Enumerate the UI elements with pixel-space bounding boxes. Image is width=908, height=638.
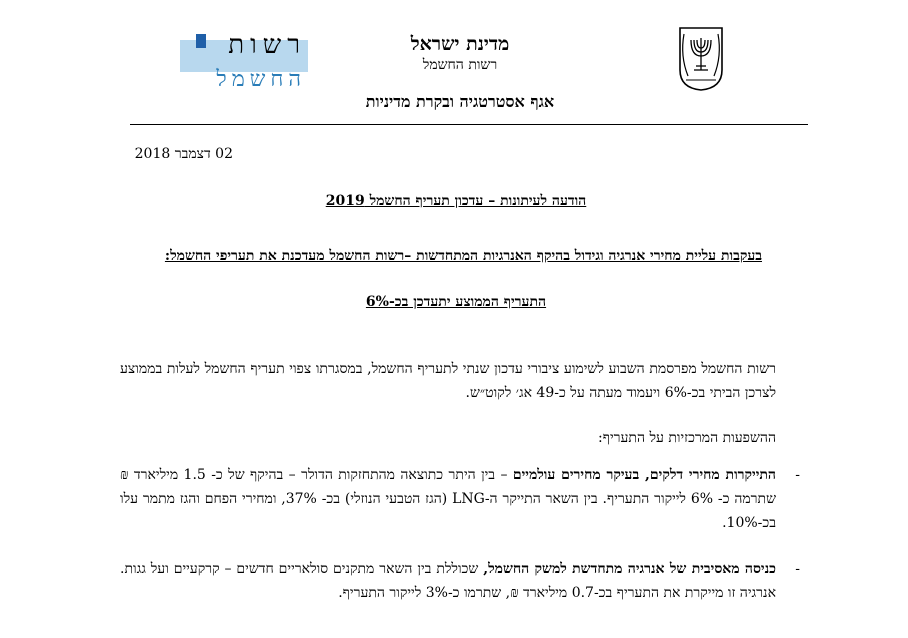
- bullet-body: – בין היתר כתוצאה מהתחזקות הדולר – בהיקף של כ- 1.5 מיליארד ₪ שתרמה כ- 6% לייקור התעריף. בין השאר התייקר ה-LNG (הגז הטבעי הנוזלי) בכ- 37%, ומחירי הפחם והגז מתמר עלו בכ-10%.: [120, 467, 776, 531]
- state-title: מדינת ישראל: [410, 33, 510, 55]
- bullet-bold-lead: התייקרות מחירי דלקים, בעיקר מחירים עולמיים: [512, 467, 776, 483]
- department-title: אגף אסטרטגיה ובקרת מדיניות: [365, 92, 555, 111]
- press-release-title: הודעה לעיתונות – עדכון תעריף החשמל 2019: [325, 193, 587, 209]
- header-divider: [130, 124, 808, 125]
- intro-paragraph: רשות החשמל מפרסמת השבוע לשימוע ציבורי עדכון שנתי לתעריף החשמל, במסגרתו צפוי תעריף החשמל לעלות בממוצע לצרכן הביתי בכ-6% ויעמוד מעתה על כ-49 אג׳ לקוט״ש.: [120, 361, 776, 401]
- bullet-fuel-prices: [120, 463, 800, 535]
- subtitle-reason: בעקבות עליית מחירי אנרגיה וגידול בהיקף האנרגיות המתחדשות –רשות החשמל מעדכנת את תעריפי החשמל:: [164, 248, 762, 264]
- bullet-body: שכוללת בין השאר מתקנים סולאריים חדשים – קרקעיים ועל גגות. אנרגיה זו מייקרת את התעריף בכ-0.7 מיליארד ₪, שתרמו כ-3% לייקור התעריף.: [120, 561, 776, 601]
- bullet-renewable-energy: [120, 557, 800, 605]
- electricity-authority-logo: [180, 28, 310, 92]
- bullet-dash: -: [795, 561, 800, 577]
- bullet-bold-lead: כניסה מאסיבית של אנרגיה מתחדשת למשק החשמל,: [483, 561, 776, 577]
- logo-word-top: רשות: [228, 30, 306, 60]
- logo-word-bottom: החשמל: [216, 67, 306, 92]
- state-emblem-icon: [676, 26, 726, 92]
- subtitle-average-update: התעריף הממוצע יתעדכן בכ-6%: [365, 294, 547, 310]
- impacts-label: ההשפעות המרכזיות על התעריף:: [597, 430, 776, 446]
- bullet-dash: -: [795, 467, 800, 483]
- flag-icon: [196, 34, 206, 48]
- document-date: 02 דצמבר 2018: [134, 146, 233, 162]
- state-subtitle: רשות החשמל: [422, 57, 498, 73]
